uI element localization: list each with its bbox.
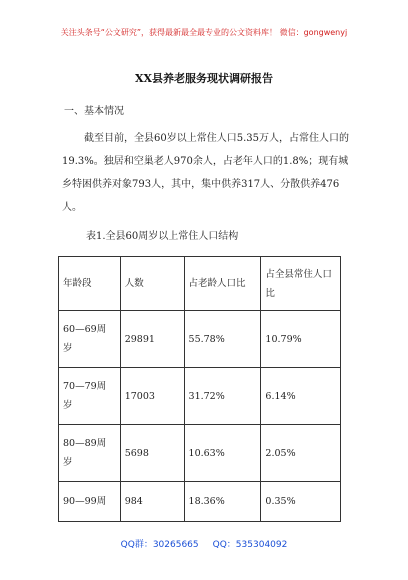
- cell-total-share: 0.35%: [261, 482, 341, 522]
- cell-elder-share: 31.72%: [184, 368, 261, 425]
- cell-age-group: [59, 425, 121, 482]
- population-structure-table: [58, 256, 341, 522]
- cell-total-share: 2.05%: [261, 425, 341, 482]
- header-elder-share: 占老龄人口比: [184, 257, 261, 311]
- cell-elder-share: 18.36%: [184, 482, 261, 522]
- footer-qq: QQ：535304092: [212, 540, 288, 550]
- cell-total-share: 10.79%: [261, 311, 341, 368]
- table-row: [59, 311, 341, 368]
- cell-count: 29891: [120, 311, 184, 368]
- cell-count: 17003: [120, 368, 184, 425]
- age-group-line2: 岁: [63, 457, 73, 468]
- cell-count: 5698: [120, 425, 184, 482]
- header-total-share: 占全县常住人口比: [261, 257, 341, 311]
- table-row: [59, 368, 341, 425]
- age-group-line1: 70—79周: [63, 381, 107, 392]
- cell-age-group: [59, 368, 121, 425]
- age-group-line1: 80—89周: [63, 438, 107, 449]
- cell-age-group: [59, 482, 121, 522]
- table-caption: 表1.全县60周岁以上常住人口结构: [86, 231, 239, 242]
- body-paragraph: 截至目前，全县60岁以上常住人口5.35万人，占常住人口的19.3%。独居和空巢老人970余人，占老年人口的1.8%；现有城乡特困供养对象793人，其中，集中供养317人、分散供养476人。: [62, 133, 349, 213]
- cell-elder-share: 55.78%: [184, 311, 261, 368]
- cell-count: 984: [120, 482, 184, 522]
- header-count: 人数: [120, 257, 184, 311]
- document-title: XX县养老服务现状调研报告: [134, 72, 274, 85]
- section-heading-basic-info: 一、基本情况: [64, 106, 124, 117]
- header-promo-note: 关注头条号“公文研究”，获得最新最全最专业的公文资料库！ 微信：gongwenyj: [60, 28, 348, 37]
- table-row: [59, 482, 341, 522]
- age-group-line1: 90—99周: [63, 496, 107, 507]
- cell-age-group: [59, 311, 121, 368]
- age-group-line1: 60—69周: [63, 324, 107, 335]
- table-row: [59, 425, 341, 482]
- table-header-row: [59, 257, 341, 311]
- cell-elder-share: 10.63%: [184, 425, 261, 482]
- footer-qq-group: QQ群：30265665: [120, 540, 199, 550]
- age-group-line2: 岁: [63, 400, 73, 411]
- header-age-group: 年龄段: [59, 257, 121, 311]
- footer-contact-note: [0, 537, 408, 550]
- age-group-line2: 岁: [63, 343, 73, 354]
- cell-total-share: 6.14%: [261, 368, 341, 425]
